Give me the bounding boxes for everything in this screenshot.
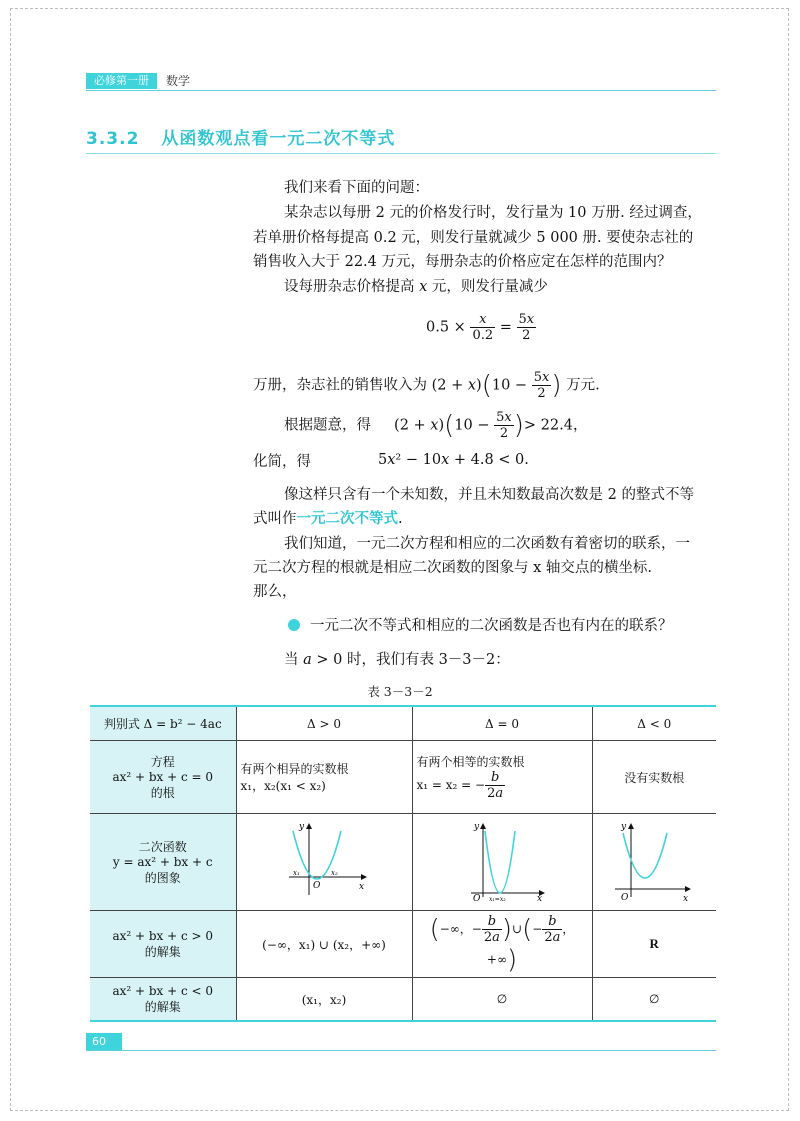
section-rule [86,153,716,154]
question-bullet-icon [288,619,300,631]
cell [412,814,592,911]
comparison-table [90,705,716,1022]
label-line: 二次函数 [138,840,187,854]
cell-line: x₁，x₂(x₁ < x₂) [240,779,326,793]
text: x₁ = x₂ = − [416,778,486,792]
cell [412,741,592,814]
cell-line: 有两个相等的实数根 [416,755,525,769]
text: 万元. [566,377,600,394]
cell: ∅ [592,978,716,1022]
row-label [90,978,236,1022]
table-row [90,814,716,911]
text: 化简，得 [253,454,311,470]
paragraph: 我们知道，一元二次方程和相应的二次函数有着密切的联系，一 [284,536,690,552]
label-line: 的图象 [144,871,181,885]
label-line: ax² + bx + c < 0 [112,983,214,998]
root-label: x₂ [331,868,338,877]
label-line: 的解集 [144,944,181,959]
label-line: ax² + bx + c > 0 [112,928,214,943]
graph-two-roots [279,821,369,901]
table-row [90,911,716,978]
text: . [398,511,403,527]
cell [236,814,412,911]
axis-label: y [299,821,305,832]
label-line: y = ax² + bx + c [112,855,213,869]
cell [236,741,412,814]
table-row [90,706,716,741]
paragraph: 设每册杂志价格提高 x 元，则发行量减少 [284,279,548,295]
cell: ∅ [412,978,592,1022]
header-rule [86,90,716,91]
header-label: 判别式 Δ = b² − 4ac [90,706,236,741]
cell: (−∞，x₁) ∪ (x₂，+∞) [236,911,412,978]
axis-label: y [474,821,480,832]
cell-line: 有两个相异的实数根 [240,762,349,776]
paragraph: 那么， [253,584,297,600]
origin-label: O [313,880,321,891]
axis-label: x [537,893,543,901]
label-line: 的根 [150,786,175,800]
row-label [90,741,236,814]
col-header: Δ = 0 [412,706,592,741]
text: 当 [284,652,299,668]
paragraph: 当 a > 0 时，我们有表 3－3－2： [284,652,510,668]
section-number: 3.3.2 [86,129,140,149]
graph-no-root [609,821,699,901]
cell: R [592,911,716,978]
paragraph: 销售收入大于 22.4 万元，每册杂志的价格应定在怎样的范围内？ [253,254,672,270]
text: 设每册杂志价格提高 [284,279,415,295]
label-line: 的解集 [144,999,181,1014]
section-heading: 从函数观点看一元二次不等式 [161,129,396,149]
origin-label: O [621,892,629,901]
col-header: Δ > 0 [236,706,412,741]
question: 一元二次不等式和相应的二次函数是否也有内在的联系？ [310,618,673,634]
cell [592,814,716,911]
text: 元，则发行量减少 [431,279,548,295]
cell: 没有实数根 [592,741,716,814]
table-row [90,978,716,1022]
subject-label: 数学 [166,74,191,88]
label-line: 方程 [150,755,175,769]
text: 万册，杂志社的销售收入为 [253,377,427,394]
axis-label: x [359,881,365,892]
origin-label: O [473,893,481,901]
graph-double-root [457,821,547,901]
row-label [90,814,236,911]
paragraph: 万册，杂志社的销售收入为 (2 + x)(10 − $\frac{5x}{2}$ ) 万元. [253,370,600,401]
cell-line: x₁ = x₂ = − $\frac{b}{2a}$ [416,770,504,801]
cell: (x₁，x₂) [236,978,412,1022]
paragraph: 某杂志以每册 2 元的价格发行时，发行量为 10 万册. 经过调查， [284,205,702,221]
table-row [90,741,716,814]
key-term: 一元二次不等式 [296,510,398,527]
text: 时，我们有表 3－3－2： [346,652,510,668]
row-label [90,911,236,978]
paragraph: 元二次方程的根就是相应二次函数的图象与 x 轴交点的横坐标. [253,560,653,576]
section-title [86,124,395,149]
paragraph: 我们来看下面的问题： [284,180,429,196]
paragraph: 若单册价格每提高 0.2 元，则发行量就减少 5 000 册. 要使杂志社的 [253,230,694,246]
root-label: x₁=x₂ [489,895,506,901]
footer-rule [86,1050,716,1051]
book-tag: 必修第一册 [86,73,157,89]
equation-decrease: 0.5 × $\frac{x}{0.2}$ = $\frac{5x}{2}$ [426,312,535,343]
text: 根据题意，得 [284,417,371,434]
paragraph [253,452,311,472]
paragraph: 像这样只含有一个未知数，并且未知数最高次数是 2 的整式不等 [284,487,694,503]
page-number: 60 [86,1033,122,1050]
cell: (−∞，− $\frac{b}{2a}$ )∪(− $\frac{b}{2a}$ ，+∞) [412,911,592,978]
equation-simplified: 5x² − 10x + 4.8 < 0. [378,452,529,468]
text: 式叫作 [253,511,297,527]
axis-label: x [683,893,689,901]
table-caption: 表 3－3－2 [367,684,433,699]
col-header: Δ < 0 [592,706,716,741]
root-label: x₁ [293,868,300,877]
paragraph [253,509,403,529]
axis-label: y [621,821,627,832]
paragraph: 根据题意，得 (2 + x)(10 − $\frac{5x}{2}$ )> 22.4， [284,410,588,441]
label-line: ax² + bx + c = 0 [112,770,214,784]
